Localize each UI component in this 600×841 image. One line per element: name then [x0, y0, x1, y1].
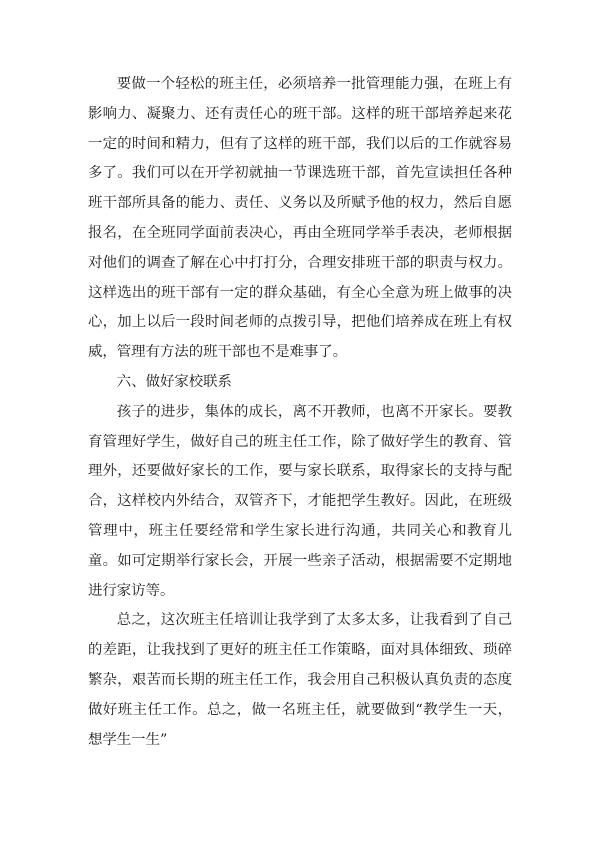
- document-body: [88, 70, 512, 755]
- section-heading: 六、做好家校联系: [116, 373, 232, 390]
- paragraph-conclusion: 总之，这次班主任培训让我学到了太多太多，让我看到了自己的差距，让我找到了更好的班主任工作策略，面对具体细致、琐碎繁杂，艰苦而长期的班主任工作，我会用自己积极认真负责的态度做好班主任工作。总之，做一名班主任，就要做到“教学生一天，想学生一生”: [88, 612, 512, 748]
- paragraph-class-cadres: 要做一个轻松的班主任，必须培养一批管理能力强，在班上有影响力、凝聚力、还有责任心的班干部。这样的班干部培养起来花一定的时间和精力，但有了这样的班干部，我们以后的工作就容易多了。我们可以在开学初就抽一节课选班干部，首先宣读担任各种班干部所具备的能力、责任、义务以及所赋予他的权力，然后自愿报名，在全班同学面前表决心，再由全班同学举手表决，老师根据对他们的调查了解在心中打打分，合理安排班干部的职责与权力。这样选出的班干部有一定的群众基础，有全心全意为班上做事的决心，加上以后一段时间老师的点拨引导，把他们培养成在班上有权威，管理有方法的班干部也不是难事了。: [88, 76, 512, 361]
- paragraph-home-school: 孩子的进步，集体的成长，离不开教师，也离不开家长。要教育管理好学生，做好自己的班主任工作，除了做好学生的教育、管理外，还要做好家长的工作，要与家长联系，取得家长的支持与配合，这样校内外结合，双管齐下，才能把学生教好。因此，在班级管理中，班主任要经常和学生家长进行沟通，共同关心和教育儿童。如可定期举行家长会，开展一些亲子活动，根据需要不定期地进行家访等。: [88, 403, 512, 599]
